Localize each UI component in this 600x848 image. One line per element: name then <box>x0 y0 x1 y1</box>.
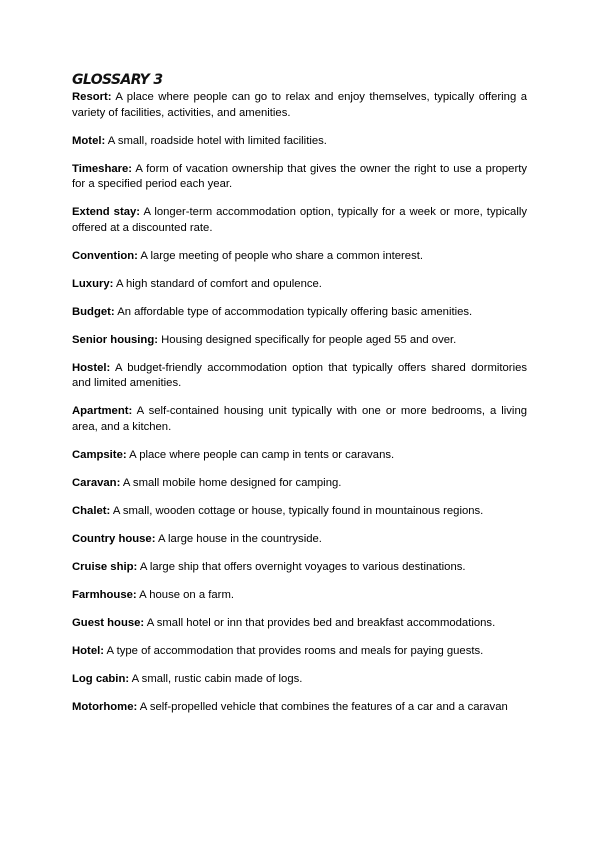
glossary-list <box>72 90 527 715</box>
glossary-term: Campsite: <box>72 448 127 461</box>
glossary-entry <box>72 532 527 548</box>
glossary-term: Country house: <box>72 532 156 545</box>
glossary-definition: Housing designed specifically for people aged 55 and over. <box>161 333 457 346</box>
glossary-entry <box>72 560 527 576</box>
glossary-term: Hostel: <box>72 361 111 374</box>
glossary-term: Motorhome: <box>72 700 138 713</box>
glossary-definition: A small, wooden cottage or house, typically found in mountainous regions. <box>112 504 484 517</box>
glossary-entry <box>72 333 527 349</box>
glossary-definition: A budget-friendly accommodation option that typically offers shared dormitories and limited amenities. <box>72 361 528 389</box>
glossary-definition: A self-contained housing unit typically with one or more bedrooms, a living area, and a kitchen. <box>72 405 528 433</box>
glossary-entry <box>72 277 527 293</box>
glossary-definition: A type of accommodation that provides rooms and meals for paying guests. <box>106 644 484 657</box>
glossary-entry <box>72 504 527 520</box>
glossary-term: Budget: <box>72 305 115 318</box>
glossary-definition: A small, roadside hotel with limited facilities. <box>107 134 327 147</box>
glossary-term: Resort: <box>72 91 112 103</box>
glossary-entry <box>72 404 527 435</box>
glossary-definition: A longer-term accommodation option, typically for a week or more, typically offered at a discounted rate. <box>72 206 527 234</box>
glossary-definition: A high standard of comfort and opulence. <box>115 277 322 290</box>
document-page <box>72 70 527 728</box>
glossary-entry <box>72 90 527 121</box>
glossary-entry <box>72 672 527 688</box>
glossary-definition: A large house in the countryside. <box>158 532 322 545</box>
glossary-entry <box>72 644 527 660</box>
glossary-definition: A self-propelled vehicle that combines the features of a car and a caravan <box>139 700 508 713</box>
glossary-term: Apartment: <box>72 405 133 417</box>
glossary-term: Guest house: <box>72 616 145 629</box>
glossary-definition: A place where people can go to relax and enjoy themselves, typically offering a variety of facilities, activities, and amenities. <box>72 91 527 119</box>
glossary-term: Extend stay: <box>72 206 141 218</box>
glossary-entry <box>72 616 527 632</box>
glossary-entry <box>72 134 527 150</box>
glossary-definition: A small, rustic cabin made of logs. <box>131 672 303 685</box>
glossary-definition: An affordable type of accommodation typically offering basic amenities. <box>117 305 473 318</box>
glossary-definition: A place where people can camp in tents or caravans. <box>129 448 395 461</box>
glossary-definition: A form of vacation ownership that gives the owner the right to use a property for a specified period each year. <box>72 162 527 190</box>
glossary-definition: A small hotel or inn that provides bed and breakfast accommodations. <box>146 616 496 629</box>
glossary-definition: A small mobile home designed for camping. <box>122 476 342 489</box>
glossary-term: Timeshare: <box>72 162 133 175</box>
glossary-term: Motel: <box>72 134 106 147</box>
glossary-term: Cruise ship: <box>72 560 138 573</box>
glossary-entry <box>72 448 527 464</box>
glossary-entry <box>72 305 527 321</box>
glossary-entry <box>72 162 527 193</box>
glossary-term: Hotel: <box>72 644 105 657</box>
glossary-definition: A large ship that offers overnight voyages to various destinations. <box>139 560 466 573</box>
glossary-definition: A house on a farm. <box>139 588 234 601</box>
glossary-term: Chalet: <box>72 504 111 517</box>
glossary-definition: A large meeting of people who share a common interest. <box>140 249 423 262</box>
glossary-entry <box>72 476 527 492</box>
page-title: GLOSSARY 3 <box>72 72 163 88</box>
glossary-entry <box>72 205 527 236</box>
glossary-term: Convention: <box>72 249 138 262</box>
glossary-entry <box>72 361 527 392</box>
glossary-term: Log cabin: <box>72 672 130 685</box>
glossary-term: Farmhouse: <box>72 588 137 601</box>
glossary-term: Senior housing: <box>72 333 158 346</box>
glossary-term: Caravan: <box>72 476 121 489</box>
glossary-entry <box>72 700 527 716</box>
glossary-entry <box>72 249 527 265</box>
glossary-entry <box>72 588 527 604</box>
glossary-term: Luxury: <box>72 277 114 290</box>
